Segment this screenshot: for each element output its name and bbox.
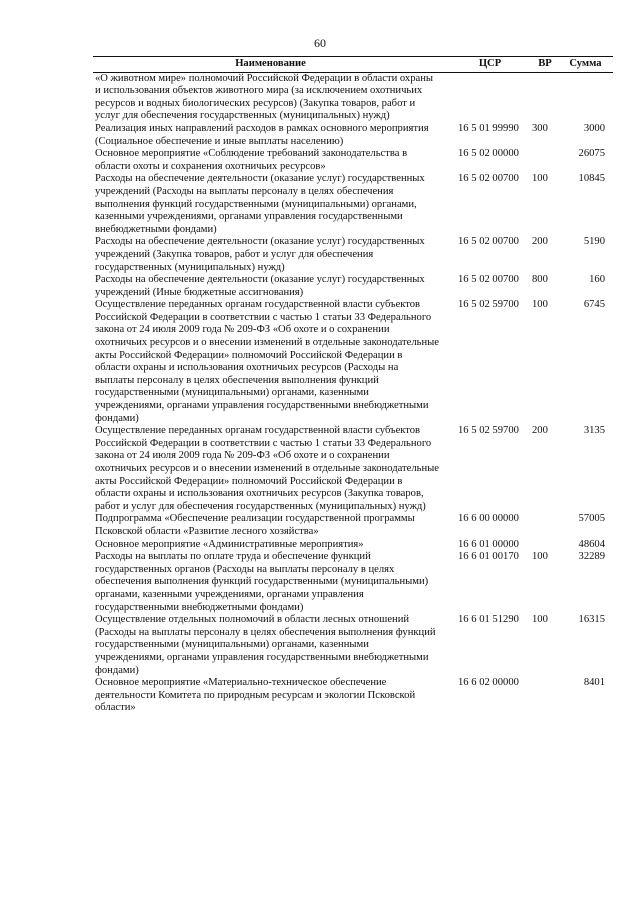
table-row — [93, 677, 613, 715]
row-name: Основное мероприятие «Административные мероприятия» — [95, 538, 364, 550]
row-sum: 5190 — [583, 236, 605, 248]
row-name: Осуществление переданных органам государственной власти субъектов Российской Федерации в соответствии с частью 1 статьи 33 Федерального закона от 24 июля 2009 года № 209-ФЗ «Об охоте и о сохранении охотничьих ресурсов и о внесении изменений в отдельные законодательные акты Российской Федерации» полномочий Российской Федерации в области охраны и использования охотничьих ресурсов (Закупка товаров, работ и услуг для обеспечения государственных (муниципальных) нужд) — [95, 425, 439, 512]
table-row — [93, 148, 613, 173]
table-row — [93, 123, 613, 148]
row-csr: 16 5 02 00700 — [458, 173, 519, 185]
row-vr — [532, 513, 558, 538]
table-row — [93, 614, 613, 677]
row-vr: 300 — [532, 122, 548, 134]
table-row — [93, 173, 613, 236]
row-sum: 26075 — [578, 148, 605, 160]
row-name: Осуществление переданных органам государственной власти субъектов Российской Федерации в соответствии с частью 1 статьи 33 Федерального закона от 24 июля 2009 года № 209-ФЗ «Об охоте и о сохранении охотничьих ресурсов и о внесении изменений в отдельные законодательные акты Российской Федерации» полномочий Российской Федерации в области охраны и использования охотничьих ресурсов (Расходы на выплаты персоналу в целях обеспечения выполнения функций государственными (муниципальными) органами, казенными учреждениями, органами управления государственными внебюджетными фондами) — [95, 299, 439, 424]
row-csr: 16 5 02 59700 — [458, 299, 519, 311]
budget-table — [93, 56, 613, 715]
row-vr — [532, 148, 558, 173]
row-vr: 100 — [532, 614, 548, 626]
column-header-csr: ЦСР — [448, 57, 532, 73]
row-vr — [532, 677, 558, 715]
table-row — [93, 513, 613, 538]
table-row — [93, 236, 613, 274]
row-csr: 16 6 01 51290 — [458, 614, 519, 626]
row-sum: 8401 — [583, 677, 605, 689]
column-header-sum: Сумма — [558, 57, 613, 73]
row-vr: 100 — [532, 551, 548, 563]
row-name: Подпрограмма «Обеспечение реализации государственной программы Псковской области «Развитие лесного хозяйства» — [95, 513, 415, 537]
row-sum: 48604 — [578, 538, 605, 550]
row-sum: 10845 — [578, 173, 605, 185]
row-vr: 200 — [532, 425, 548, 437]
row-name: Расходы на обеспечение деятельности (оказание услуг) государственных учреждений (Закупка товаров, работ и услуг для обеспечения государственных (муниципальных) нужд) — [95, 236, 425, 273]
row-name: Расходы на обеспечение деятельности (оказание услуг) государственных учреждений (Иные бюджетные ассигнования) — [95, 274, 425, 298]
row-sum: 3135 — [583, 425, 605, 437]
table-row — [93, 539, 613, 552]
table-row — [93, 551, 613, 614]
row-name: Расходы на обеспечение деятельности (оказание услуг) государственных учреждений (Расходы на выплаты персоналу в целях обеспечения выполнения функций государственными (муниципальными) органами, казенными учреждениями, органами управления государственными внебюджетными фондами) — [95, 173, 425, 235]
row-vr — [532, 72, 558, 123]
column-header-name: Наименование — [93, 57, 448, 73]
row-sum: 32289 — [578, 551, 605, 563]
row-csr — [448, 72, 532, 123]
table-row — [93, 299, 613, 425]
row-csr: 16 5 02 00700 — [458, 274, 519, 286]
row-vr — [532, 539, 558, 552]
row-csr: 16 6 00 00000 — [458, 513, 519, 525]
column-header-vr: ВР — [532, 57, 558, 73]
table-row — [93, 72, 613, 123]
row-sum: 16315 — [578, 614, 605, 626]
row-name: Осуществление отдельных полномочий в области лесных отношений (Расходы на выплаты персоналу в целях обеспечения выполнения функций государственными (муниципальными) органами, казенными учреждениями, органами управления государственными внебюджетными фондами) — [95, 614, 436, 676]
table-row — [93, 274, 613, 299]
row-name: Основное мероприятие «Материально-техническое обеспечение деятельности Комитета по природным ресурсам и экологии Псковской области» — [95, 677, 416, 714]
row-name: «О животном мире» полномочий Российской Федерации в области охраны и использования объектов животного мира (за исключением охотничьих ресурсов и водных биологических ресурсов) (Закупка товаров, работ и услуг для обеспечения государственных (муниципальных) нужд) — [95, 72, 434, 122]
row-name: Основное мероприятие «Соблюдение требований законодательства в области охоты и сохранения охотничьих ресурсов» — [95, 148, 408, 172]
row-csr: 16 5 01 99990 — [458, 122, 519, 134]
row-csr: 16 6 02 00000 — [458, 677, 519, 689]
row-sum — [558, 72, 613, 123]
row-sum: 3000 — [583, 122, 605, 134]
row-csr: 16 6 01 00000 — [458, 538, 519, 550]
row-sum: 6745 — [583, 299, 605, 311]
row-name: Реализация иных направлений расходов в рамках основного мероприятия (Социальное обеспечение и иные выплаты населению) — [95, 122, 429, 147]
table-body — [93, 72, 613, 715]
row-vr: 200 — [532, 236, 548, 248]
table-row — [93, 425, 613, 513]
table-header-row — [93, 57, 613, 73]
row-vr: 800 — [532, 274, 548, 286]
row-vr: 100 — [532, 173, 548, 185]
row-sum: 57005 — [578, 513, 605, 525]
row-vr: 100 — [532, 299, 548, 311]
row-csr: 16 5 02 00700 — [458, 236, 519, 248]
row-csr: 16 6 01 00170 — [458, 551, 519, 563]
row-sum: 160 — [589, 274, 605, 286]
row-csr: 16 5 02 00000 — [458, 148, 519, 160]
page-number: 60 — [314, 36, 326, 50]
row-csr: 16 5 02 59700 — [458, 425, 519, 437]
row-name: Расходы на выплаты по оплате труда и обеспечение функций государственных органов (Расходы на выплаты персоналу в целях обеспечения выполнения функций государственными (муниципальными) органами, казенными учреждениями, органами управления государственными внебюджетными фондами) — [95, 551, 429, 613]
